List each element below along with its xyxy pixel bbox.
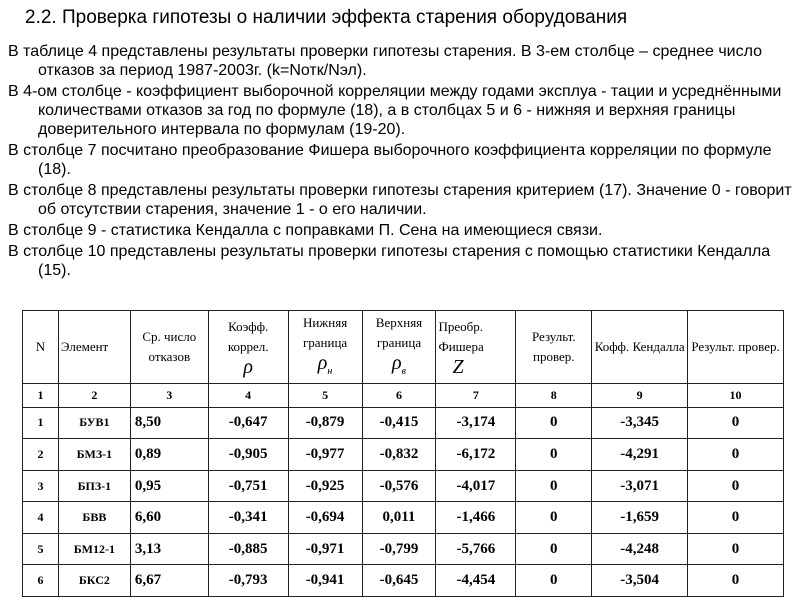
cell-fisher: -4,454 bbox=[436, 565, 516, 597]
cell-result2: 0 bbox=[688, 502, 784, 534]
cell-lower: -0,879 bbox=[288, 407, 362, 439]
cell-correl: -0,905 bbox=[208, 439, 288, 471]
cell-correl: -0,751 bbox=[208, 470, 288, 502]
paragraph-3: В столбце 7 посчитано преобразование Фишера выборочного коэффициента корреляции по формуле (18). bbox=[8, 142, 772, 178]
col-number: 6 bbox=[362, 384, 436, 407]
header-fisher bbox=[436, 311, 516, 384]
cell-upper: -0,415 bbox=[362, 407, 436, 439]
cell-kendall: -1,659 bbox=[592, 502, 688, 534]
cell-lower: -0,971 bbox=[288, 533, 362, 565]
header-element: Элемент bbox=[58, 311, 130, 384]
cell-upper: 0,011 bbox=[362, 502, 436, 534]
cell-result1: 0 bbox=[516, 565, 592, 597]
cell-avg-failures: 6,60 bbox=[130, 502, 208, 534]
cell-index: 2 bbox=[23, 439, 59, 471]
col-number: 3 bbox=[130, 384, 208, 407]
cell-result1: 0 bbox=[516, 439, 592, 471]
cell-avg-failures: 0,95 bbox=[130, 470, 208, 502]
table-row bbox=[23, 470, 784, 502]
cell-index: 3 bbox=[23, 470, 59, 502]
cell-correl: -0,647 bbox=[208, 407, 288, 439]
header-avg-failures: Ср. число отказов bbox=[130, 311, 208, 384]
column-number-row bbox=[23, 384, 784, 407]
cell-correl: -0,793 bbox=[208, 565, 288, 597]
cell-index: 1 bbox=[23, 407, 59, 439]
table-row bbox=[23, 533, 784, 565]
cell-lower: -0,925 bbox=[288, 470, 362, 502]
header-lower-label: Нижняя граница bbox=[302, 314, 348, 350]
cell-kendall: -4,248 bbox=[592, 533, 688, 565]
cell-element: БМ12-1 bbox=[58, 533, 130, 565]
cell-result2: 0 bbox=[688, 470, 784, 502]
z-symbol: Z bbox=[452, 356, 464, 379]
cell-element: БВВ bbox=[58, 502, 130, 534]
cell-avg-failures: 3,13 bbox=[130, 533, 208, 565]
cell-upper: -0,799 bbox=[362, 533, 436, 565]
cell-result2: 0 bbox=[688, 565, 784, 597]
header-fisher-label: Преобр. Фишера bbox=[438, 319, 484, 355]
header-upper bbox=[362, 311, 436, 384]
cell-result1: 0 bbox=[516, 502, 592, 534]
cell-avg-failures: 6,67 bbox=[130, 565, 208, 597]
cell-kendall: -3,071 bbox=[592, 470, 688, 502]
paragraph-4: В столбце 8 представлены результаты проверки гипотезы старения критерием (17). Значение 0 - говорит об отсутствии старения, значение 1 - о его наличии. bbox=[8, 182, 792, 218]
cell-result1: 0 bbox=[516, 533, 592, 565]
cell-result1: 0 bbox=[516, 470, 592, 502]
cell-element: БКС2 bbox=[58, 565, 130, 597]
cell-fisher: -5,766 bbox=[436, 533, 516, 565]
cell-element: БМЗ-1 bbox=[58, 439, 130, 471]
cell-upper: -0,645 bbox=[362, 565, 436, 597]
col-number: 9 bbox=[592, 384, 688, 407]
header-row bbox=[23, 311, 784, 384]
header-correl bbox=[208, 311, 288, 384]
header-lower bbox=[288, 311, 362, 384]
col-number: 7 bbox=[436, 384, 516, 407]
rho-upper-sub: в bbox=[401, 365, 406, 377]
rho-symbol: ρ bbox=[243, 356, 253, 379]
col-number: 1 bbox=[23, 384, 59, 407]
header-kendall: Кофф. Кендалла bbox=[592, 311, 688, 384]
paragraph-1: В таблице 4 представлены результаты проверки гипотезы старения. В 3-ем столбце – среднее число отказов за период 1987-2003г. (k=Nотк/Nэл). bbox=[8, 43, 763, 79]
paragraph-5: В столбце 9 - статистика Кендалла с поправками П. Сена на имеющиеся связи. bbox=[8, 222, 603, 239]
cell-upper: -0,576 bbox=[362, 470, 436, 502]
paragraph-6: В столбце 10 представлены результаты проверки гипотезы старения с помощью статистики Кендалла (15). bbox=[8, 243, 771, 279]
cell-result2: 0 bbox=[688, 533, 784, 565]
col-number: 10 bbox=[688, 384, 784, 407]
cell-result2: 0 bbox=[688, 439, 784, 471]
rho-upper-symbol bbox=[365, 353, 434, 382]
cell-element: БУВ1 bbox=[58, 407, 130, 439]
cell-element: БПЗ-1 bbox=[58, 470, 130, 502]
body-text bbox=[8, 42, 792, 282]
paragraph-2: В 4-ом столбце - коэффициент выборочной корреляции между годами эксплуа - тации и усреднёнными количествами отказов за год по формуле (18), а в столбцах 5 и 6 - нижняя и верхняя границы доверительного интервала по формулам (19-20). bbox=[8, 83, 782, 138]
cell-avg-failures: 8,50 bbox=[130, 407, 208, 439]
cell-result2: 0 bbox=[688, 407, 784, 439]
col-number: 2 bbox=[58, 384, 130, 407]
header-n: N bbox=[23, 311, 59, 384]
header-upper-label: Верхняя граница bbox=[375, 314, 423, 350]
cell-lower: -0,941 bbox=[288, 565, 362, 597]
cell-kendall: -4,291 bbox=[592, 439, 688, 471]
header-result2: Результ. провер. bbox=[688, 311, 784, 384]
cell-kendall: -3,345 bbox=[592, 407, 688, 439]
cell-index: 4 bbox=[23, 502, 59, 534]
results-table bbox=[22, 310, 784, 597]
cell-fisher: -3,174 bbox=[436, 407, 516, 439]
cell-correl: -0,341 bbox=[208, 502, 288, 534]
cell-upper: -0,832 bbox=[362, 439, 436, 471]
header-correl-label: Коэфф. коррел. bbox=[227, 319, 269, 355]
table-row bbox=[23, 407, 784, 439]
table-row bbox=[23, 565, 784, 597]
cell-fisher: -1,466 bbox=[436, 502, 516, 534]
table-row bbox=[23, 502, 784, 534]
table-row bbox=[23, 439, 784, 471]
cell-index: 6 bbox=[23, 565, 59, 597]
rho-lower-sub: н bbox=[327, 365, 333, 377]
cell-index: 5 bbox=[23, 533, 59, 565]
col-number: 8 bbox=[516, 384, 592, 407]
cell-fisher: -6,172 bbox=[436, 439, 516, 471]
cell-avg-failures: 0,89 bbox=[130, 439, 208, 471]
col-number: 5 bbox=[288, 384, 362, 407]
col-number: 4 bbox=[208, 384, 288, 407]
slide-title: 2.2. Проверка гипотезы о наличии эффекта старения оборудования bbox=[25, 7, 628, 28]
cell-correl: -0,885 bbox=[208, 533, 288, 565]
cell-fisher: -4,017 bbox=[436, 470, 516, 502]
header-result1: Результ. провер. bbox=[516, 311, 592, 384]
cell-result1: 0 bbox=[516, 407, 592, 439]
rho-upper-base: ρ bbox=[392, 351, 402, 374]
cell-lower: -0,977 bbox=[288, 439, 362, 471]
rho-lower-symbol bbox=[291, 353, 360, 382]
cell-lower: -0,694 bbox=[288, 502, 362, 534]
rho-lower-base: ρ bbox=[317, 351, 328, 374]
cell-kendall: -3,504 bbox=[592, 565, 688, 597]
